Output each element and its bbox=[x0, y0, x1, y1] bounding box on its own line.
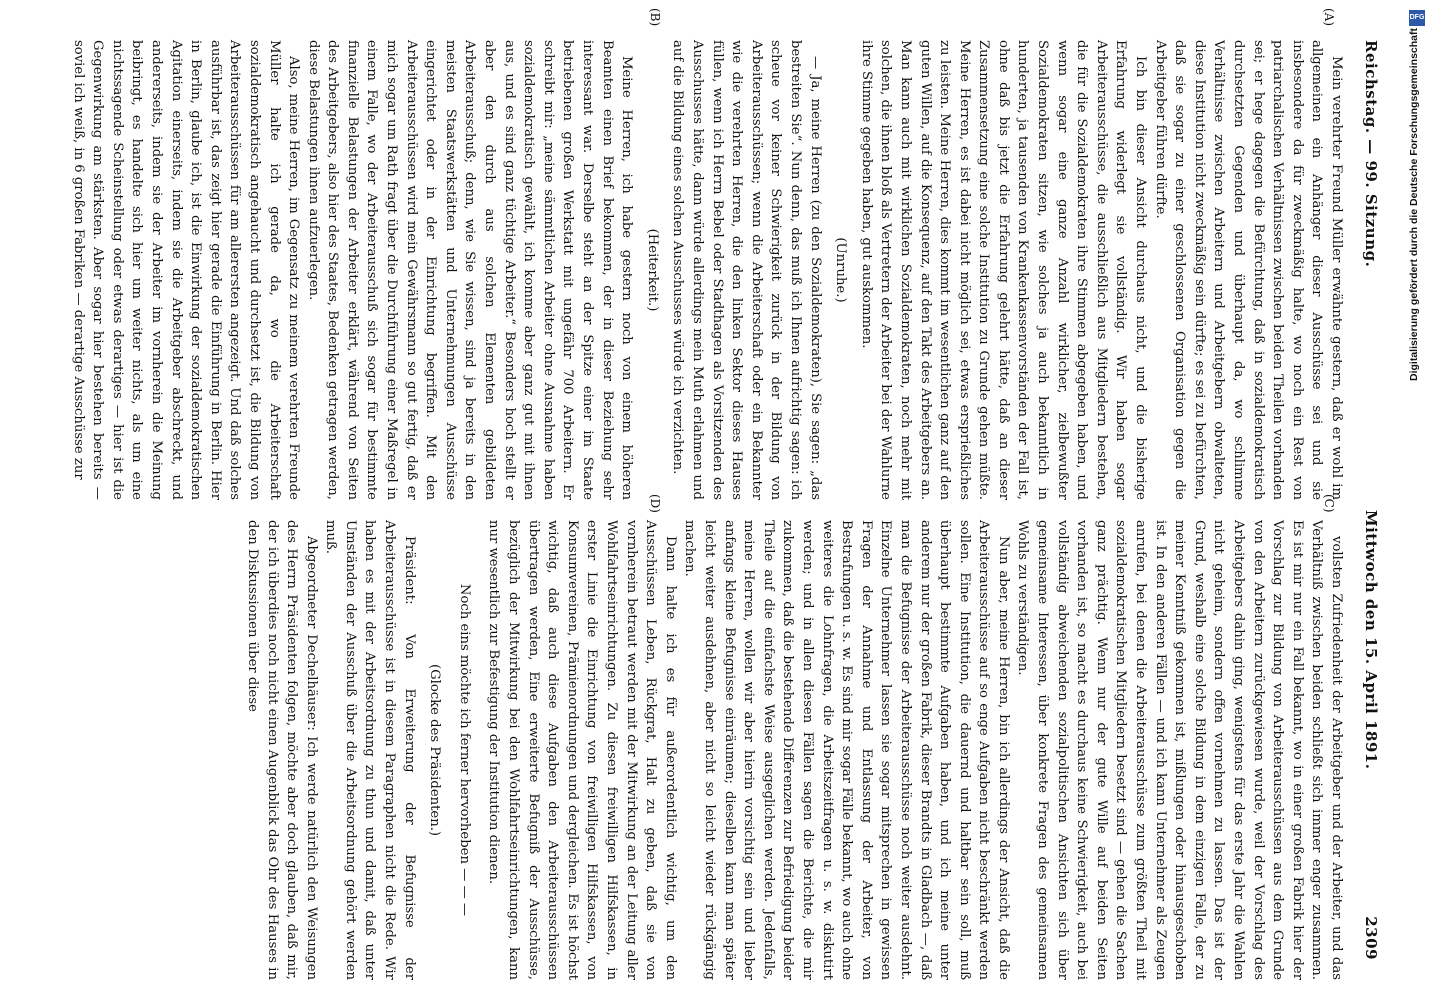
paragraph: Also, meine Herren, im Gegensatz zu meinem verehrten Freunde Müller halte ich gerade da, wo die Arbeiterschaft sozialdemokratisch angehaucht und durchsetzt ist, die Bildung von Arbeiterausschüssen für am allerersten angezeigt. Und daß solches ausführbar ist, das zeigt hier gerade die Einführung in Berlin. Hier in Berlin, glaube ich, ist die Einwirkung der sozialdemokratischen Agitation einerseits, indem sie die Arbeitgeber abschreckt, und andererseits, indem sie der Arbeiter im vornherein die Meinung beibringt, es handelte sich hier um weiter nichts, als um eine nichtssagende Scheinstellung oder etwas derartiges — hier ist die Gegenwirkung am stärksten. Aber sogar hier bestehen bereits — soviel ich weiß, in 6 großen Fabriken — derartige Ausschüsse zur bbox=[70, 40, 302, 500]
header-date: Mittwoch den 15. April 1891. bbox=[1362, 510, 1380, 770]
page-header bbox=[1358, 40, 1380, 960]
header-session: Reichstag. — 99. Sitzung. bbox=[1362, 40, 1380, 268]
paragraph: Noch eins möchte ich ferner hervorheben — — — bbox=[456, 583, 472, 917]
paragraph: Abgeordneter Dechelhäuser: Ich werde natürlich den Weisungen des Herrn Präsidenten folgen, möchte aber doch glauben, daß mir, der ich überdies noch nicht einen Augenblick das Ohr des Hauses in den Diskussionen über diese bbox=[244, 520, 319, 980]
paragraph: Meine Herren, ich habe gestern noch von einem höheren Beamten einen Brief bekommen, der in dieser Beziehung sehr interessant war. Derselbe steht an der Spitze einer im Staate betriebenen großen Werkstatt mit ungefähr 700 Arbeitern. Er schreibt mir: „meine sämmtlichen Arbeiter ohne Ausnahme haben sozialdemokratisch gewählt, ich komme aber ganz gut mit ihnen aus, und es sind ganz tüchtige Arbeiter.“ Besonders hoch stellt er aber den durch aus solchen Elementen gebildeten Arbeiterausschuß; denn, wie Sie wissen, sind ja bereits in den meisten Staatswerkstätten und Unternehmungen Ausschüsse eingerichtet oder in der Einrichtung begriffen. Mit den Arbeiterausschüssen wird mein Gewährsmann so gut fertig, daß er mich sogar um Rath fragt über die Durchführung einer Maßregel in einem Falle, wo der Arbeiterausschuß sich sogar für bestimmte finanzielle Belastungen der Arbeiter erklärt, während von Seiten des Arbeitgebers, also hier des Staates, Bedenken getragen werden, diese Belastungen ihnen aufzuerlegen. bbox=[305, 40, 635, 500]
digitization-credit bbox=[1408, 8, 1426, 988]
text-column-left bbox=[70, 40, 1346, 500]
margin-label-a: (A) bbox=[1322, 8, 1336, 27]
paragraph: Dann halte ich es für außerordentlich wichtig, um den Ausschüssen Leben, Rückgrat, Halt zu geben, daß sie von vornherein betraut werden mit der Mitwirkung an der Leitung aller Wohlfahrtseinrichtungen. Zu diesen freiwilligen Hilfskassen, in erster Linie die Einrichtung von freiwilligen Hilfskassen, von Konsumvereinen, Prämienordnungen und dergleichen. Es ist höchst wichtig, daß auch diese Aufgaben den Arbeiterausschüssen übertragen werden, Eine erweiterte Befugniß der Ausschüsse, bezüglich der Mitwirkung bei den Wohlfahrtseinrichtungen, kann nur wesentlich zur Befestigung der Institution dienen. bbox=[486, 520, 678, 980]
header-page-number: 2309 bbox=[1362, 916, 1380, 960]
margin-label-c: (C) bbox=[1322, 494, 1336, 513]
paragraph: Mein verehrter Freund Müller erwähnte gestern, daß er wohl im allgemeinen ein Anhänger dieser Ausschüsse sei und sie insbesondere da für zweckmäßig halte, wo noch ein Rest von patriarchalischen Verhältnissen zwischen beiden Theilen vorhanden sei; er hege dagegen die Befürchtung, daß in sozialdemokratisch durchsetzten Gegenden und überhaupt da, wo schlimme Verhältnisse zwischen Arbeitern und Arbeitgebern obwalteten, diese Institution nicht zweckmäßig sein dürfte; es sei zu befürchten, daß sie sogar zu einer geschlossenen Organisation gegen die Arbeitgeber führen dürfte. bbox=[1152, 40, 1344, 500]
stage-direction: (Heiterkeit.) bbox=[644, 228, 660, 312]
margin-label-b: (B) bbox=[648, 8, 662, 27]
stage-direction: (Unruhe.) bbox=[833, 237, 849, 303]
paragraph: Präsident: Von Erweiterung der Befugnisse der Arbeiterausschüsse ist in diesem Paragraphen nicht die Rede. Wir haben es mit der Arbeitsordnung zu thun und damit, daß unter Umständen der Ausschuß über die Arbeitsordnung gehört werden muß. bbox=[323, 520, 417, 980]
text-column-right bbox=[96, 520, 1346, 980]
paragraph: — Ja, meine Herren (zu den Sozialdemokraten), Sie sagen: „das bestreiten Sie“. Nun denn, das muß ich Ihnen aufrichtig sagen: ich scheue vor keiner Schwierigkeit zurück in der Bildung von Arbeiterausschüssen; wenn die Arbeiterschaft oder ein Bekannter wie die verehrten Herren, die den linken Sektor dieses Hauses füllen, wenn ich Herrn Bebel oder Stadthagen als Vorsitzenden des Ausschusses hätte, dann würde allerdings mein Muth erlahmen und auf die Bildung eines solchen Ausschusses würde ich verzichten. bbox=[670, 40, 823, 500]
stage-direction: (Glocke des Präsidenten.) bbox=[427, 663, 443, 837]
credit-text: Digitalisierung gefördert durch die Deutsche Forschungsgemeinschaft bbox=[1408, 28, 1420, 381]
dfg-logo: DFG bbox=[1409, 10, 1425, 26]
paragraph: Ich bin dieser Ansicht durchaus nicht, und die bisherige Erfahrung widerlegt sie vollständig. Wir haben sogar Arbeiterausschüsse, die ausschließlich aus Mitgliedern bestehen, die für die Sozialdemokraten ihre Stimmen abgegeben haben, und wenn sogar eine ganze Anzahl wirklicher, zielbewußter Sozialdemokraten sitzen, wie solches ja auch bekanntlich in hunderten, ja tausenden von Krankenkassenvorständen der Fall ist, ohne daß bis jetzt die Erfahrung gelehrt hätte, daß an dieser Zusammensetzung eine solche Institution zu Grunde gehen müßte. Meine Herren, es ist dabei nicht möglich sei, etwas ersprießliches zu leisten. Meine Herren, dies kommt im wesentlichen ganz auf den guten Willen, auf die Konsequenz, auf den Takt des Arbeitgebers an. Man kann auch mit wirklichen Sozialdemokraten, noch mehr mit solchen, die ihnen bloß als Vertretern der Arbeiter bei der Wahlurne ihre Stimme gegeben haben, gut auskommen. bbox=[858, 40, 1149, 500]
paragraph: vollsten Zufriedenheit der Arbeitgeber und der Arbeiter, und das Verhältniß zwischen beiden schließt sich immer enger zusammen. Es ist mir nur ein Fall bekannt, wo in einer großen Fabrik hier der Vorschlag zur Bildung von Arbeiterausschüssen aus dem Grunde von den Arbeitern zurückgewiesen wurde, weil der Vorschlag des Arbeitgebers dahin ging, wenigstens für das erste Jahr die Wahlen nicht geheim, sondern offen vornehmen zu lassen. Das ist der Grund, weshalb eine solche Bildung in dem einzigen Falle, der zu meiner Kenntniß gekommen ist, mißlungen oder hinausgeschoben ist. In den anderen Fällen — und ich kann Unternehmer als Zeugen anrufen, bei denen die Arbeiterausschüsse zum größten Theil mit sozialdemokratischen Mitgliedern besetzt sind — gehen die Sachen ganz prächtig. Wenn nur der gute Wille auf beiden Seiten vorhanden ist, so macht es durchaus keine Schwierigkeit, auch bei vollständig abweichenden sozialpolitischen Ansichten sich über gemeinsame Interessen, über konkrete Fragen des gemeinsamen Wohls zu verständigen. bbox=[1015, 520, 1344, 980]
paragraph: Nun aber, meine Herren, bin ich allerdings der Ansicht, daß die Arbeiterausschüsse auf so enge Aufgaben nicht beschränkt werden sollen. Eine Institution, die dauernd und haltbar sein soll, muß überhaupt bestimmte Aufgaben haben, und ich meine unter anderem nur der großen Fabrik, dieser Brandts in Gladbach —, daß man die Befugnisse der Arbeiterausschüsse noch weiter ausdehnt. Einzelne Unternehmer lassen sie sogar mitsprechen in gewissen Fragen der Annahme und Entlassung der Arbeiter, von Bestrafungen u. s. w. Es sind mir sogar Fälle bekannt, wo auch ohne weiteres die Lohnfragen, die Arbeitszeitfragen u. s. w. diskutirt werden; und in allen diesen Fällen sagen die Berichte, die mir zukommen, daß die bestehende Differenzen zur Befriedigung beider Theile auf die einfachste Weise ausgeglichen werden. Jedenfalls, meine Herren, wollen wir aber hierin vorsichtig sein und lieber anfangs kleine Befugnisse einräumen; dieselben kann man später leicht weiter ausdehnen, aber nicht so leicht wieder rückgängig machen. bbox=[682, 520, 1011, 980]
margin-label-d: (D) bbox=[648, 494, 662, 513]
